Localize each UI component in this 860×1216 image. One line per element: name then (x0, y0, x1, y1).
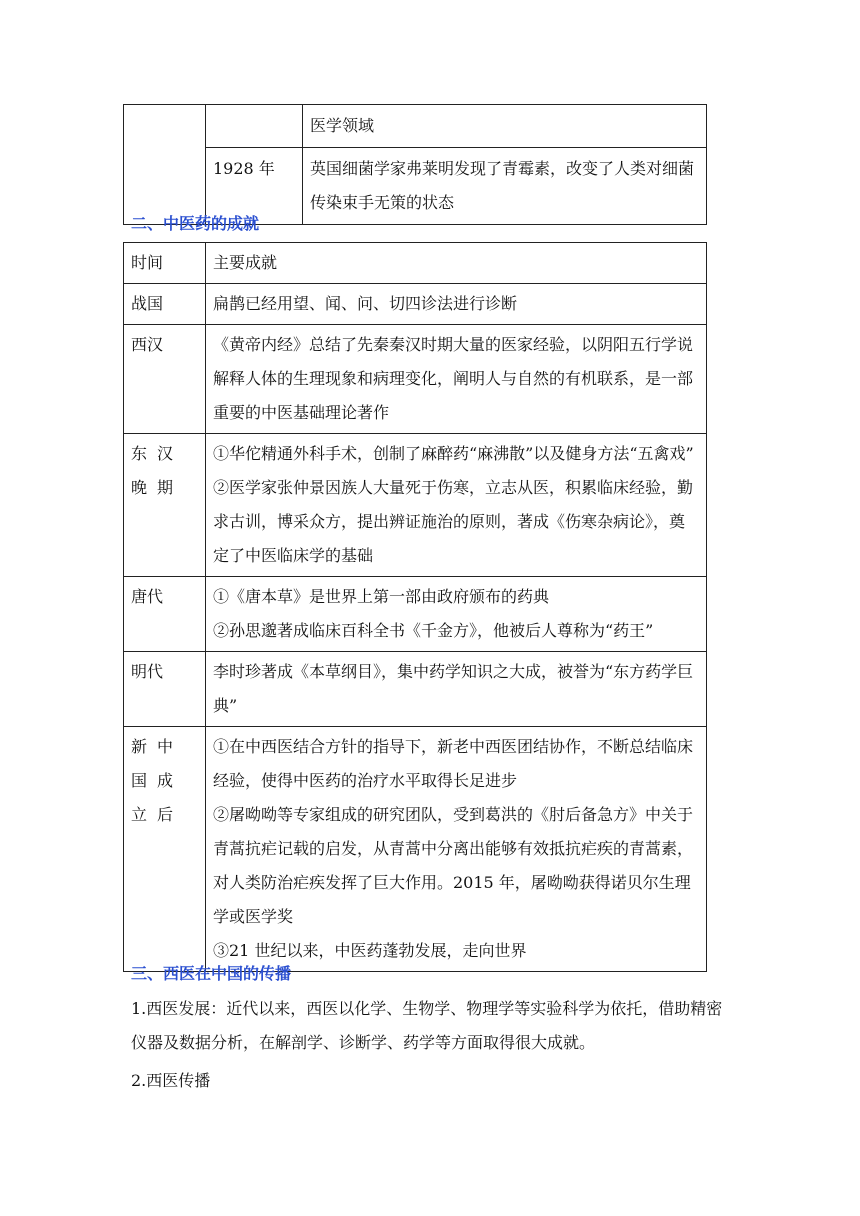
table-tcm-achievements (123, 242, 707, 972)
section-title-western-medicine: 三、西医在中国的传播 (131, 964, 292, 983)
table-cell-event: 医学领域 (303, 105, 707, 148)
achievement-line: ①《唐本草》是世界上第一部由政府颁布的药典 (213, 587, 550, 606)
table-header-row (124, 243, 707, 284)
paragraph-western-development: 1.西医发展：近代以来，西医以化学、生物学、物理学等实验科学为依托，借助精密仪器及数据分析，在解剖学、诊断学、药学等方面取得很大成就。 (131, 999, 723, 1052)
era-cell: 唐代 (124, 577, 206, 652)
achievement-line: 《黄帝内经》总结了先秦秦汉时期大量的医家经验，以阴阳五行学说解释人体的生理现象和病理变化，阐明人与自然的有机联系，是一部重要的中医基础理论著作 (213, 335, 694, 422)
achievement-cell (206, 652, 707, 727)
achievement-line: ①在中西医结合方针的指导下，新老中西医团结协作，不断总结临床经验，使得中医药的治疗水平取得长足进步 (213, 737, 694, 790)
achievement-line: ①华佗精通外科手术，创制了麻醉药“麻沸散”以及健身方法“五禽戏” (213, 444, 694, 463)
section-title-tcm: 二、中医药的成就 (131, 214, 260, 233)
table-cell-event: 英国细菌学家弗莱明发现了青霉素，改变了人类对细菌传染束手无策的状态 (303, 148, 707, 225)
table-row (124, 577, 707, 652)
achievement-line: 扁鹊已经用望、闻、问、切四诊法进行诊断 (213, 294, 518, 313)
achievement-line: ②屠呦呦等专家组成的研究团队，受到葛洪的《肘后备急方》中关于青蒿抗疟记载的启发，从青蒿中分离出能够有效抵抗疟疾的青蒿素，对人类防治疟疾发挥了巨大作用。2015 年，屠呦呦获得诺贝尔生理学或医学奖 (213, 805, 694, 926)
table-cell-year: 1928 年 (206, 148, 303, 225)
table-row (124, 325, 707, 434)
header-time: 时间 (124, 243, 206, 284)
table-row (124, 105, 707, 148)
table-cell-empty (124, 105, 206, 225)
era-cell: 西汉 (124, 325, 206, 434)
header-achievement: 主要成就 (206, 243, 707, 284)
era-cell: 战国 (124, 284, 206, 325)
achievement-cell (206, 434, 707, 577)
achievement-line: ③21 世纪以来，中医药蓬勃发展，走向世界 (213, 941, 527, 960)
era-cell: 明代 (124, 652, 206, 727)
table-cell-year (206, 105, 303, 148)
paragraph-western-spread: 2.西医传播 (131, 1071, 211, 1090)
achievement-line: ②医学家张仲景因族人大量死于伤寒，立志从医，积累临床经验，勤求古训，博采众方，提出辨证施治的原则，著成《伤寒杂病论》，奠定了中医临床学的基础 (213, 478, 694, 565)
era-cell: 东汉晚期 (124, 434, 206, 577)
achievement-line: 李时珍著成《本草纲目》，集中药学知识之大成，被誉为“东方药学巨典” (213, 662, 694, 715)
table-row (124, 284, 707, 325)
table-western-medicine-timeline (123, 104, 707, 225)
achievement-cell (206, 577, 707, 652)
table-row (124, 727, 707, 972)
achievement-line: ②孙思邈著成临床百科全书《千金方》，他被后人尊称为“药王” (213, 621, 654, 640)
era-cell: 新中国成立后 (124, 727, 206, 972)
achievement-cell (206, 284, 707, 325)
achievement-cell (206, 727, 707, 972)
achievement-cell (206, 325, 707, 434)
table-row (124, 652, 707, 727)
table-row (124, 434, 707, 577)
